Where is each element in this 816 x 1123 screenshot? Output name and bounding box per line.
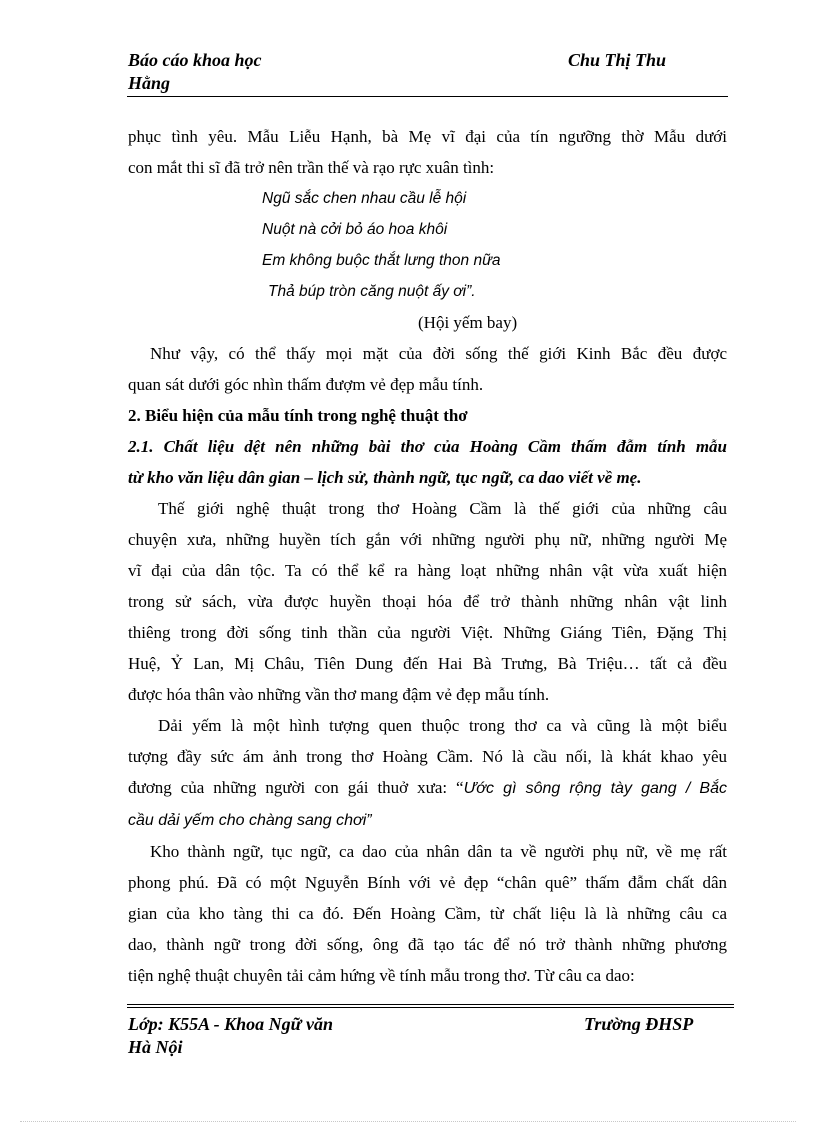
footer-class-line2: Hà Nội — [128, 1037, 183, 1057]
paragraph-2-line-1: Như vậy, có thể thấy mọi mặt của đời sống thế giới Kinh Bắc đều được — [150, 344, 727, 363]
footer-class — [128, 1013, 333, 1059]
verse-credit: (Hội yếm bay) — [418, 313, 518, 332]
subsection-heading-line-2: từ kho văn liệu dân gian – lịch sử, thành ngữ, tục ngữ, ca dao viết về mẹ. — [128, 468, 642, 487]
paragraph-3-line-3: vĩ đại của dân tộc. Ta có thể kể ra hàng loạt những nhân vật vừa xuất hiện — [128, 561, 727, 580]
footer-school: Trường ĐHSP — [584, 1014, 694, 1034]
folk-verse-quote-end: cầu dải yếm cho chàng sang chơi” — [128, 812, 372, 829]
footer-class-line1: Lớp: K55A - Khoa Ngữ văn — [128, 1014, 333, 1034]
paragraph-5-line-4: dao, thành ngữ trong đời sống, ông đã tạo tác để nó trở thành những phương — [128, 935, 727, 954]
header-title — [128, 49, 262, 95]
header-rule — [127, 96, 728, 97]
verse-line-3: Em không buộc thắt lưng thon nữa — [262, 252, 501, 269]
paragraph-3-line-1: Thế giới nghệ thuật trong thơ Hoàng Cầm là thế giới của những câu — [158, 499, 727, 518]
paragraph-4-line-4 — [128, 804, 727, 836]
page-bottom-edge — [20, 1121, 796, 1122]
paragraph-2-line-2: quan sát dưới góc nhìn thấm đượm vẻ đẹp mẫu tính. — [128, 375, 484, 394]
paragraph-4-line-2: tượng đầy sức ám ảnh trong thơ Hoàng Cầm. Nó là cầu nối, là khát khao yêu — [128, 747, 727, 766]
paragraph-4-line-3-text: đương của những người con gái thuở xưa: “ — [128, 778, 464, 797]
header-title-line2: Hằng — [128, 73, 171, 93]
footer-rule — [127, 1004, 734, 1008]
paragraph-4-line-1: Dải yếm là một hình tượng quen thuộc trong thơ ca và cũng là một biểu — [158, 716, 727, 735]
paragraph-5-line-5: tiện nghệ thuật chuyên tải cảm hứng về tính mẫu trong thơ. Từ câu ca dao: — [128, 966, 635, 985]
paragraph-5-line-1: Kho thành ngữ, tục ngữ, ca dao của nhân dân ta về người phụ nữ, về mẹ rất — [150, 842, 727, 861]
verse-line-2: Nuột nà cởi bỏ áo hoa khôi — [262, 221, 448, 238]
paragraph-3-line-5: thiêng trong đời sống tinh thần của người Việt. Những Giáng Tiên, Đặng Thị — [128, 623, 727, 642]
folk-verse-quote: Ước gì sông rộng tày gang / Bắc — [463, 780, 727, 797]
paragraph-3-line-6: Huệ, Ỷ Lan, Mị Châu, Tiên Dung đến Hai Bà Trưng, Bà Triệu… tất cả đều — [128, 654, 727, 673]
paragraph-1-line-2: con mắt thi sĩ đã trở nên trần thế và rạo rực xuân tình: — [128, 158, 495, 177]
verse-line-4: Thả búp tròn căng nuột ấy ơi”. — [268, 283, 476, 300]
paragraph-3-line-2: chuyện xưa, những huyền tích gắn với những người phụ nữ, những người Mẹ — [128, 530, 727, 549]
paragraph-5-line-3: gian của kho tàng thi ca đó. Đến Hoàng Cầm, từ chất liệu là là những câu ca — [128, 904, 727, 923]
header-author: Chu Thị Thu — [568, 50, 667, 70]
header-title-line1: Báo cáo khoa học — [128, 50, 262, 70]
paragraph-3-line-7: được hóa thân vào những vần thơ mang đậm vẻ đẹp mẫu tính. — [128, 685, 550, 704]
verse-line-1: Ngũ sắc chen nhau cầu lễ hội — [262, 190, 467, 207]
section-heading: 2. Biểu hiện của mẫu tính trong nghệ thuật thơ — [128, 406, 468, 425]
paragraph-5-line-2: phong phú. Đã có một Nguyễn Bính với vẻ đẹp “chân quê” thấm đẫm chất dân — [128, 873, 727, 892]
paragraph-1-line-1: phục tình yêu. Mẫu Liễu Hạnh, bà Mẹ vĩ đại của tín ngưỡng thờ Mẫu dưới — [128, 127, 727, 146]
paragraph-3-line-4: trong sử sách, vừa được huyền thoại hóa để trở thành những nhân vật linh — [128, 592, 727, 611]
page-body — [128, 121, 727, 991]
subsection-heading-line-1: 2.1. Chất liệu dệt nên những bài thơ của Hoàng Cầm thấm đẫm tính mẫu — [128, 437, 727, 456]
paragraph-4-line-3 — [128, 772, 727, 804]
